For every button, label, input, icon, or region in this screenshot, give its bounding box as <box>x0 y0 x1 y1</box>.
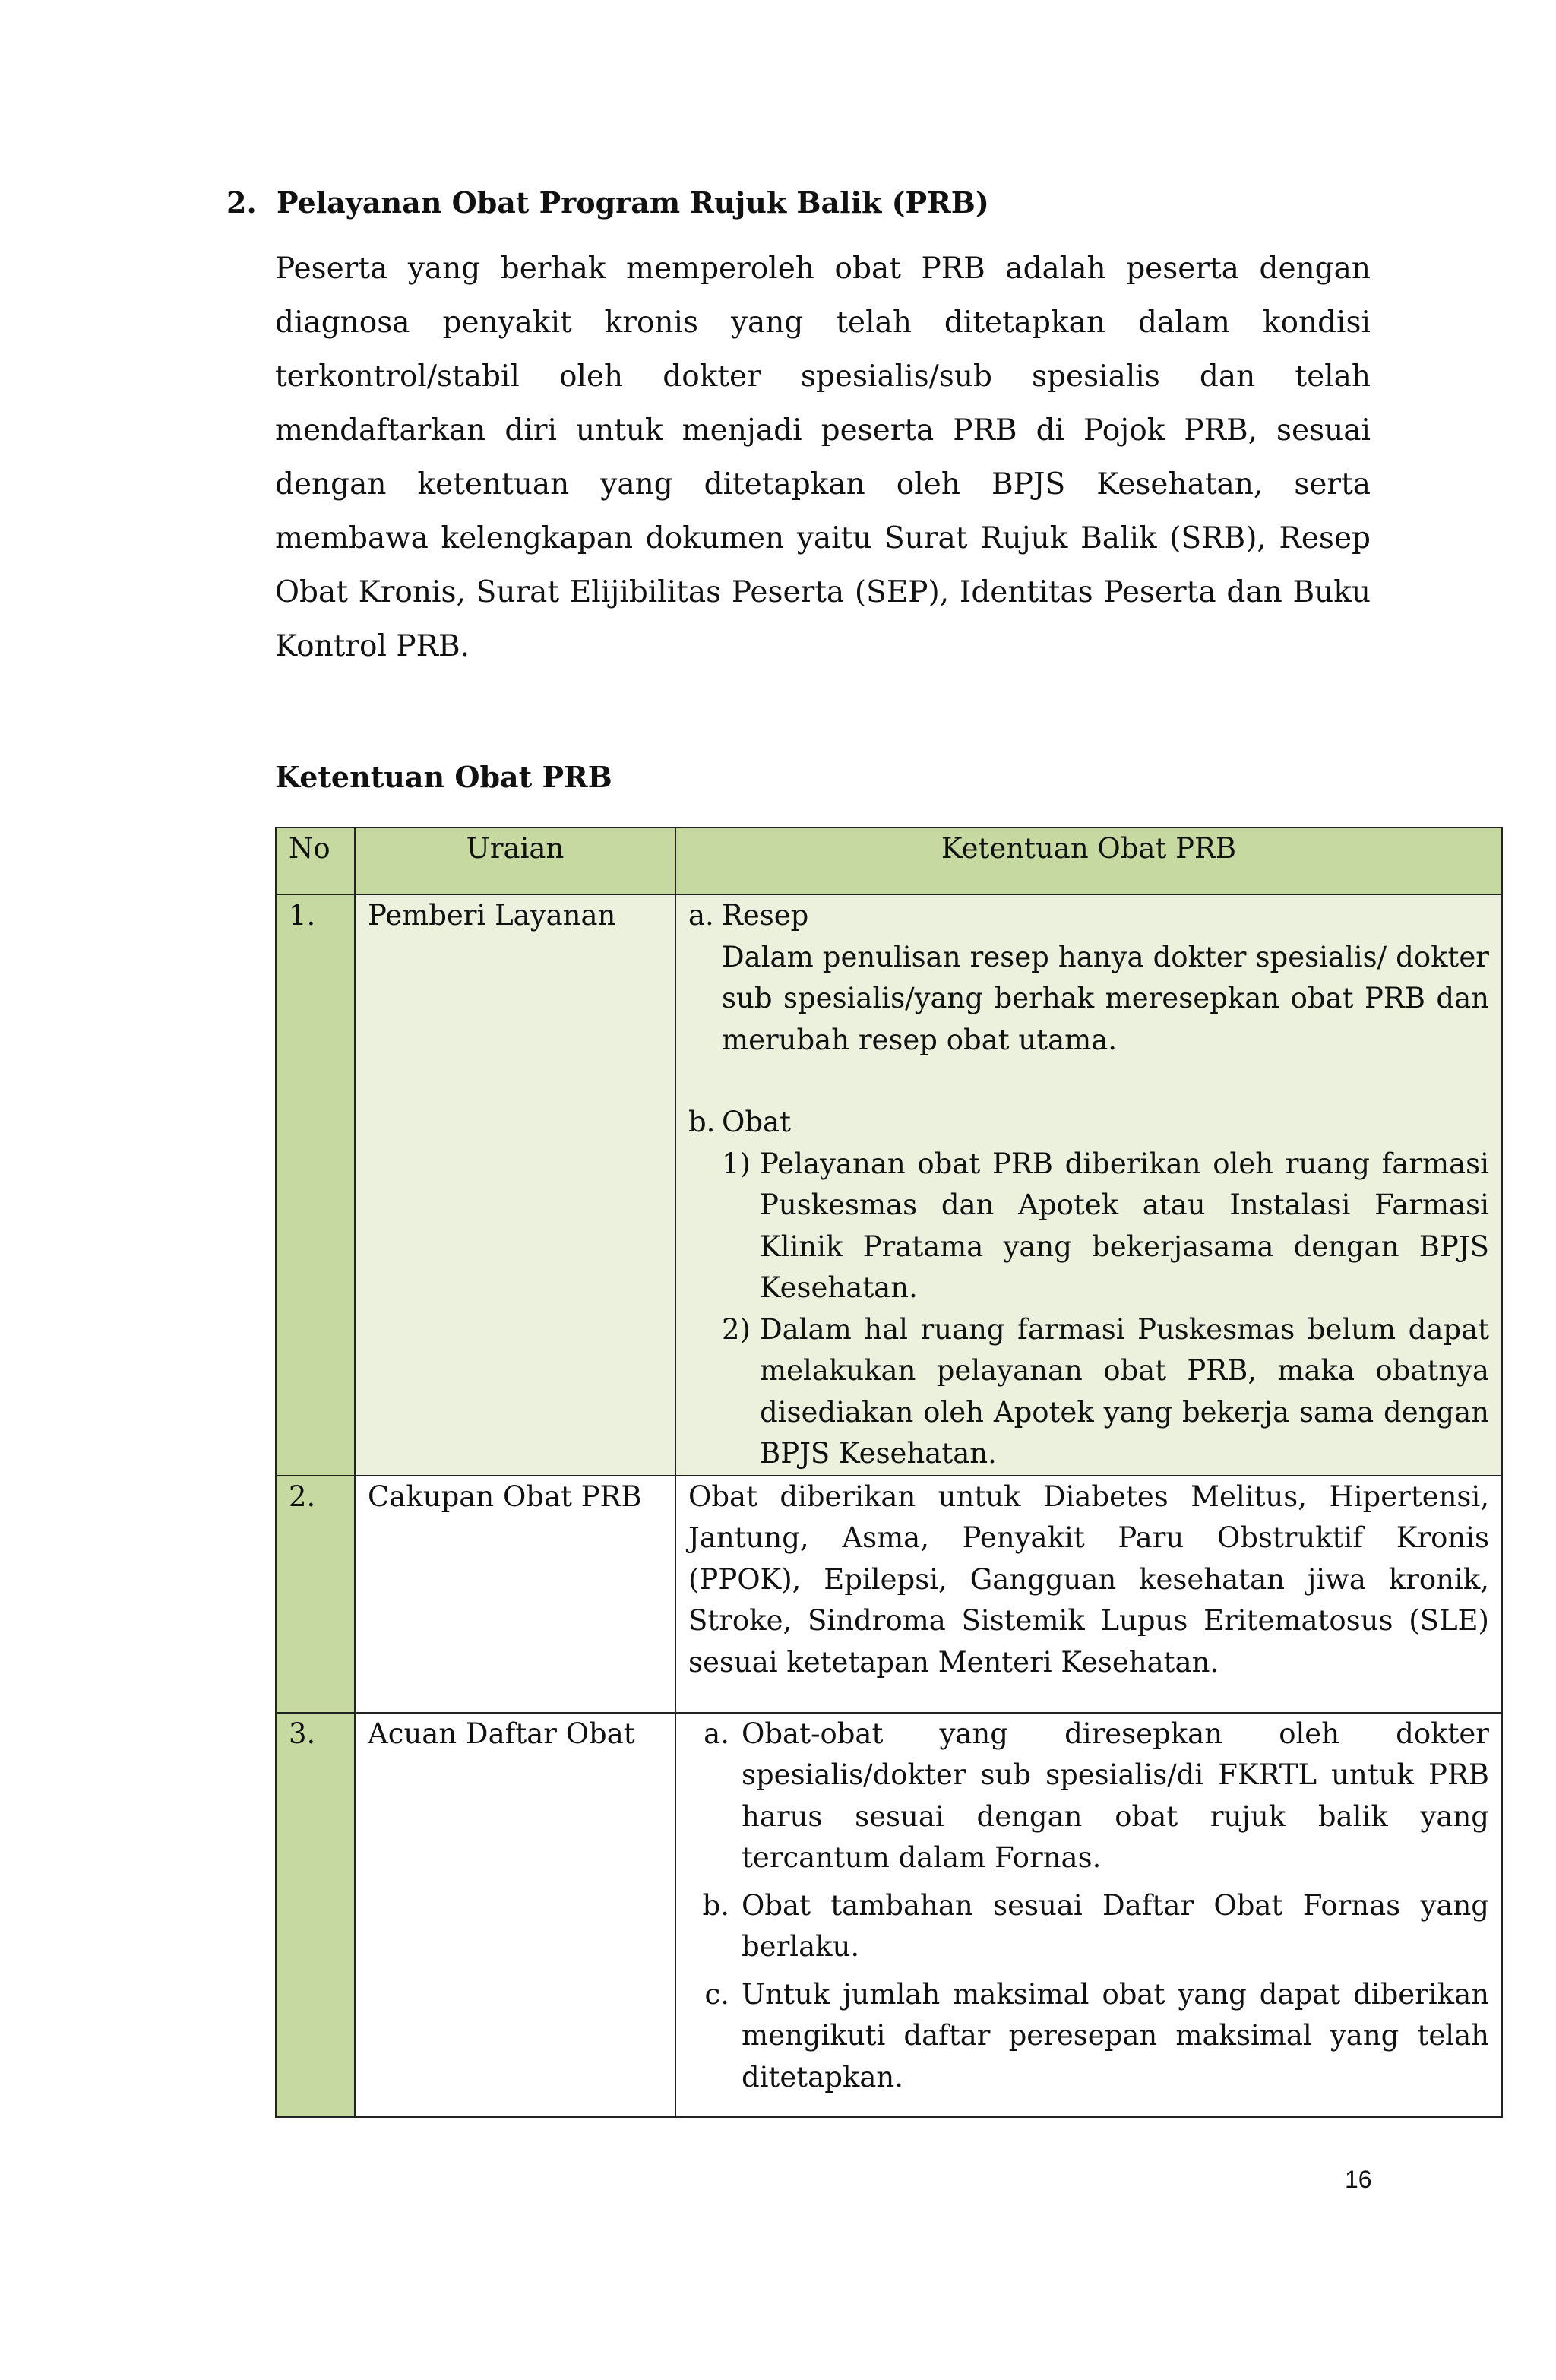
table-header-row <box>276 828 1502 894</box>
row-ketentuan: Obat diberikan untuk Diabetes Melitus, Hipertensi, Jantung, Asma, Penyakit Paru Obstruktif Kronis (PPOK), Epilepsi, Gangguan kesehatan jiwa kronik, Stroke, Sindroma Sistemik Lupus Eritematosus (SLE) sesuai ketetapan Menteri Kesehatan. <box>675 1476 1502 1713</box>
table-row <box>276 894 1502 1476</box>
item-title: Resep <box>722 899 809 932</box>
item-label: a. <box>688 899 714 932</box>
item-text: Dalam hal ruang farmasi Puskesmas belum dapat melakukan pelayanan obat PRB, maka obatnya disediakan oleh Apotek yang bekerja sama dengan BPJS Kesehatan. <box>760 1312 1489 1470</box>
table-row <box>276 1476 1502 1713</box>
page-number: 16 <box>1345 2166 1372 2193</box>
row-uraian: Cakupan Obat PRB <box>355 1476 675 1713</box>
header-ketentuan: Ketentuan Obat PRB <box>675 828 1502 894</box>
list-item <box>688 1309 1489 1475</box>
row-number: 1. <box>276 894 355 1476</box>
item-text: Obat tambahan sesuai Daftar Obat Fornas yang berlaku. <box>742 1888 1489 1963</box>
prb-provisions-table <box>275 827 1503 2118</box>
item-text: Dalam penulisan resep hanya dokter spesialis/ dokter sub spesialis/yang berhak meresepkan obat PRB dan merubah resep obat utama. <box>722 940 1489 1056</box>
row-uraian: Pemberi Layanan <box>355 894 675 1476</box>
row-ketentuan <box>675 894 1502 1476</box>
list-item <box>688 1974 1489 2099</box>
intro-paragraph: Peserta yang berhak memperoleh obat PRB adalah peserta dengan diagnosa penyakit kronis yang telah ditetapkan dalam kondisi terkontrol/stabil oleh dokter spesialis/sub spesialis dan telah mendaftarkan diri untuk menjadi peserta PRB di Pojok PRB, sesuai dengan ketentuan yang ditetapkan oleh BPJS Kesehatan, serta membawa kelengkapan dokumen yaitu Surat Rujuk Balik (SRB), Resep Obat Kronis, Surat Elijibilitas Peserta (SEP), Identitas Peserta dan Buku Kontrol PRB. <box>275 252 1371 663</box>
section-number: 2. <box>226 185 257 220</box>
list-item <box>688 1102 1489 1144</box>
item-label: b. <box>688 1106 716 1138</box>
header-uraian: Uraian <box>355 828 675 894</box>
list-item <box>688 895 1489 937</box>
item-label: b. <box>702 1888 729 1922</box>
table-title: Ketentuan Obat PRB <box>275 760 612 794</box>
row-ketentuan <box>675 1713 1502 2117</box>
section-heading <box>226 184 1381 222</box>
section-title: Pelayanan Obat Program Rujuk Balik (PRB) <box>277 185 989 220</box>
item-text: Obat-obat yang diresepkan oleh dokter spesialis/dokter sub spesialis/di FKRTL untuk PRB harus sesuai dengan obat rujuk balik yang tercantum dalam Fornas. <box>742 1717 1489 1874</box>
item-text: Untuk jumlah maksimal obat yang dapat diberikan mengikuti daftar peresepan maksimal yang telah ditetapkan. <box>742 1977 1489 2094</box>
header-no: No <box>276 828 355 894</box>
list-item <box>688 1714 1489 1879</box>
item-label: a. <box>704 1717 729 1750</box>
row-number: 3. <box>276 1713 355 2117</box>
item-label: 1) <box>722 1147 751 1180</box>
item-title: Obat <box>722 1106 791 1138</box>
row-number: 2. <box>276 1476 355 1713</box>
item-label: 2) <box>722 1312 751 1346</box>
row-uraian: Acuan Daftar Obat <box>355 1713 675 2117</box>
list-item <box>688 1144 1489 1309</box>
item-text: Pelayanan obat PRB diberikan oleh ruang farmasi Puskesmas dan Apotek atau Instalasi Farmasi Klinik Pratama yang bekerjasama dengan BPJS Kesehatan. <box>760 1147 1489 1304</box>
list-item <box>688 1885 1489 1968</box>
table-row <box>276 1713 1502 2117</box>
item-label: c. <box>704 1977 729 2011</box>
